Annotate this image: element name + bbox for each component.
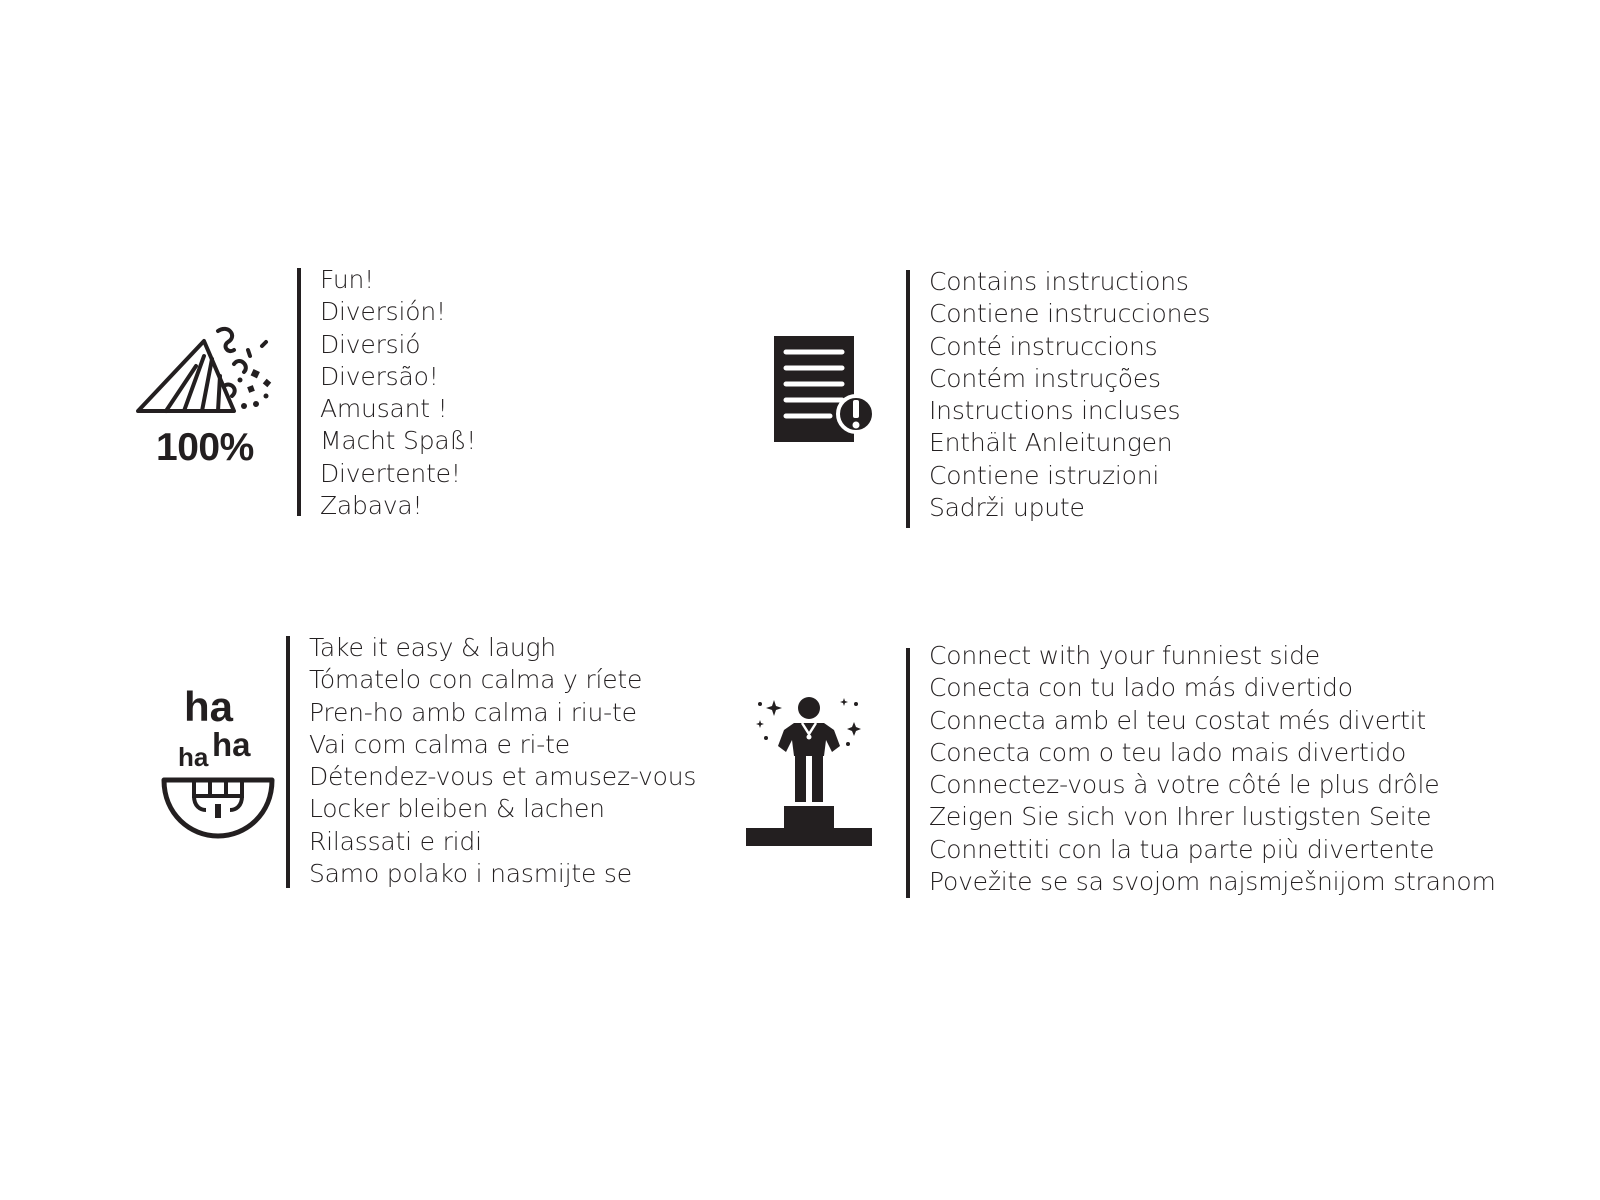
fun-line: Diversió	[320, 329, 421, 359]
divider	[286, 636, 290, 888]
fun-line: Macht Spaß!	[320, 426, 477, 456]
instructions-line: Enthält Anleitungen	[929, 428, 1173, 458]
fun-line: Amusant !	[320, 394, 448, 424]
divider	[297, 268, 301, 516]
fun-line: Zabava!	[320, 491, 423, 521]
ha-text-small: ha	[178, 742, 209, 772]
fun-line: Fun!	[320, 265, 374, 294]
fun-line: Divertente!	[320, 458, 461, 488]
connect-line: Zeigen Sie sich von Ihrer lustigsten Seite	[929, 802, 1432, 832]
instructions-line: Contains instructions	[929, 267, 1189, 296]
fun-text-list	[320, 264, 476, 522]
ha-text-large: ha	[184, 683, 234, 730]
party-popper-icon	[136, 326, 276, 426]
instructions-text-list	[929, 266, 1210, 524]
instructions-line: Conté instruccions	[929, 331, 1158, 361]
instructions-line: Instructions incluses	[929, 396, 1181, 426]
person-on-podium-icon	[744, 694, 874, 854]
connect-line: Connecta amb el teu costat més divertit	[929, 705, 1427, 735]
laugh-line: Pren-ho amb calma i riu-te	[309, 697, 637, 727]
fun-line: Diversión!	[320, 297, 446, 327]
badge-100-percent: 100%	[156, 426, 254, 469]
connect-line: Connect with your funniest side	[929, 641, 1320, 670]
laugh-line: Rilassati e ridi	[309, 826, 482, 856]
laugh-line: Take it easy & laugh	[309, 633, 556, 662]
document-alert-icon	[774, 336, 874, 444]
connect-text-list	[929, 640, 1496, 898]
laugh-line: Samo polako i nasmijte se	[309, 859, 632, 889]
connect-line: Connettiti con la tua parte più divertente	[929, 834, 1435, 864]
laugh-text-list	[309, 632, 696, 890]
laughing-mouth-icon	[160, 774, 276, 840]
divider	[906, 648, 910, 898]
instructions-line: Sadrži upute	[929, 493, 1085, 523]
laugh-line: Vai com calma e ri-te	[309, 729, 570, 759]
connect-line: Povežite se sa svojom najsmješnijom stranom	[929, 867, 1496, 897]
instructions-line: Contém instruções	[929, 363, 1161, 393]
instructions-line: Contiene instrucciones	[929, 299, 1211, 329]
connect-line: Conecta con tu lado más divertido	[929, 673, 1353, 703]
divider	[906, 270, 910, 528]
connect-line: Connectez-vous à votre côté le plus drôle	[929, 770, 1440, 800]
laugh-line: Locker bleiben & lachen	[309, 794, 605, 824]
laugh-line: Détendez-vous et amusez-vous	[309, 762, 697, 792]
laugh-line: Tómatelo con calma y ríete	[309, 665, 643, 695]
ha-text-medium: ha	[212, 726, 251, 763]
fun-line: Diversão!	[320, 361, 439, 391]
connect-line: Conecta com o teu lado mais divertido	[929, 737, 1407, 767]
instructions-line: Contiene istruzioni	[929, 460, 1160, 490]
